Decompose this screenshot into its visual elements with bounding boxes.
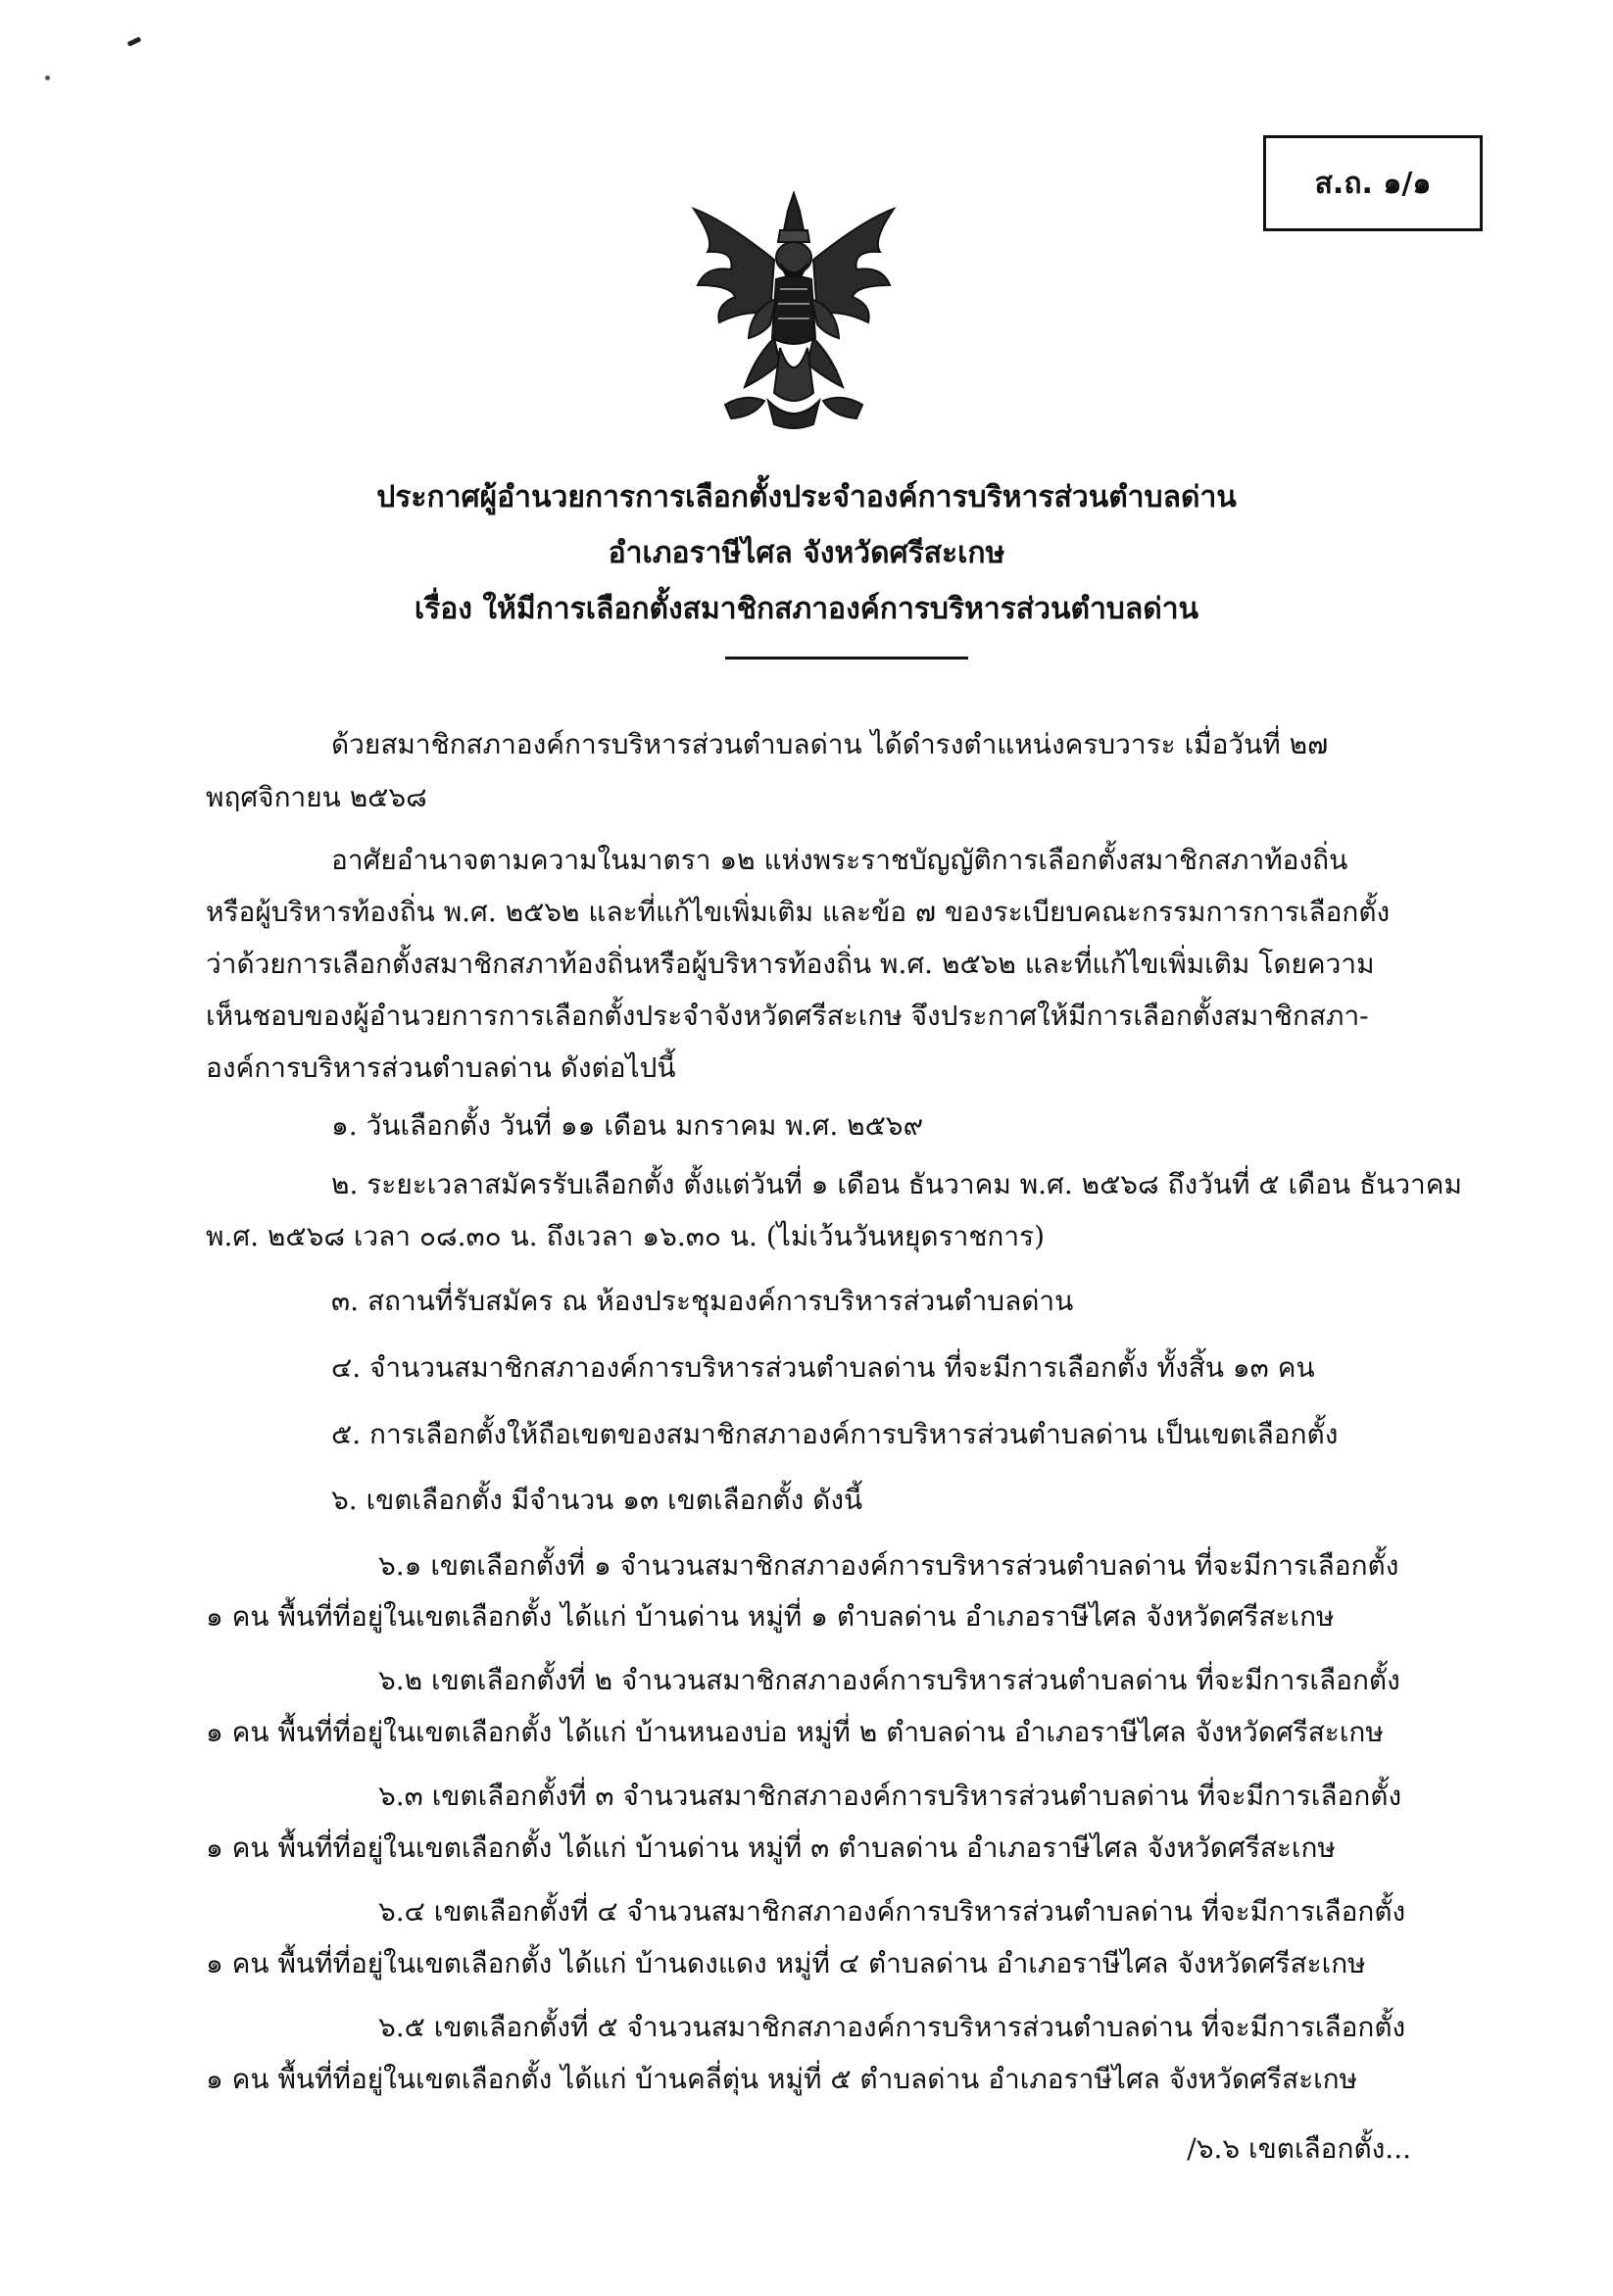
intro-line-2: พฤศจิกายน ๒๕๖๘ — [206, 781, 427, 813]
item-5: ๕. การเลือกตั้งให้ถือเขตของสมาชิกสภาองค์การบริหารส่วนตำบลด่าน เป็นเขตเลือกตั้ง — [331, 1418, 1339, 1450]
form-code-box — [1263, 135, 1483, 231]
continuation-note: /๖.๖ เขตเลือกตั้ง... — [1187, 2132, 1411, 2165]
form-code: ส.ถ. ๑/๑ — [1314, 166, 1432, 201]
district-5-line-2: ๑ คน พื้นที่ที่อยู่ในเขตเลือกตั้ง ได้แก่ บ้านคลี่ตุ่น หมู่ที่ ๕ ตำบลด่าน อำเภอราษีไศล จังหวัดศรีสะเกษ — [206, 2063, 1358, 2095]
title-line-3: เรื่อง ให้มีการเลือกตั้งสมาชิกสภาองค์การบริหารส่วนตำบลด่าน — [414, 592, 1199, 626]
title-line-1: ประกาศผู้อำนวยการการเลือกตั้งประจำองค์การบริหารส่วนตำบลด่าน — [376, 480, 1237, 514]
district-4-line-1: ๖.๔ เขตเลือกตั้งที่ ๔ จำนวนสมาชิกสภาองค์การบริหารส่วนตำบลด่าน ที่จะมีการเลือกตั้ง — [378, 1895, 1406, 1928]
district-4-line-2: ๑ คน พื้นที่ที่อยู่ในเขตเลือกตั้ง ได้แก่ บ้านดงแดง หมู่ที่ ๔ ตำบลด่าน อำเภอราษีไศล จังหวัดศรีสะเกษ — [206, 1947, 1366, 1979]
item-1: ๑. วันเลือกตั้ง วันที่ ๑๑ เดือน มกราคม พ.ศ. ๒๕๖๙ — [331, 1109, 924, 1142]
item-3: ๓. สถานที่รับสมัคร ณ ห้องประชุมองค์การบริหารส่วนตำบลด่าน — [331, 1285, 1074, 1317]
item-4: ๔. จำนวนสมาชิกสภาองค์การบริหารส่วนตำบลด่าน ที่จะมีการเลือกตั้ง ทั้งสิ้น ๑๓ คน — [331, 1351, 1315, 1384]
authority-line-4: เห็นชอบของผู้อำนวยการการเลือกตั้งประจำจังหวัดศรีสะเกษ จึงประกาศให้มีการเลือกตั้งสมาชิกสภา- — [206, 1000, 1369, 1032]
district-1-line-1: ๖.๑ เขตเลือกตั้งที่ ๑ จำนวนสมาชิกสภาองค์การบริหารส่วนตำบลด่าน ที่จะมีการเลือกตั้ง — [378, 1549, 1399, 1582]
authority-line-1: อาศัยอำนาจตามความในมาตรา ๑๒ แห่งพระราชบัญญัติการเลือกตั้งสมาชิกสภาท้องถิ่น — [331, 844, 1348, 876]
authority-line-2: หรือผู้บริหารท้องถิ่น พ.ศ. ๒๕๖๒ และที่แก้ไขเพิ่มเติม และข้อ ๗ ของระเบียบคณะกรรมการการเลือกตั้ง — [206, 896, 1391, 928]
title-line-2: อำเภอราษีไศล จังหวัดศรีสะเกษ — [608, 536, 1005, 570]
scan-speck — [127, 36, 142, 46]
title-divider — [725, 657, 968, 659]
item-6: ๖. เขตเลือกตั้ง มีจำนวน ๑๓ เขตเลือกตั้ง ดังนี้ — [331, 1484, 863, 1516]
district-3-line-1: ๖.๓ เขตเลือกตั้งที่ ๓ จำนวนสมาชิกสภาองค์การบริหารส่วนตำบลด่าน ที่จะมีการเลือกตั้ง — [378, 1780, 1402, 1812]
garuda-emblem-icon — [686, 191, 902, 431]
district-5-line-1: ๖.๕ เขตเลือกตั้งที่ ๕ จำนวนสมาชิกสภาองค์การบริหารส่วนตำบลด่าน ที่จะมีการเลือกตั้ง — [378, 2011, 1406, 2043]
item-2-line-1: ๒. ระยะเวลาสมัครรับเลือกตั้ง ตั้งแต่วันที่ ๑ เดือน ธันวาคม พ.ศ. ๒๕๖๘ ถึงวันที่ ๕ เดือน ธันวาคม — [331, 1168, 1462, 1200]
intro-line-1: ด้วยสมาชิกสภาองค์การบริหารส่วนตำบลด่าน ได้ดำรงตำแหน่งครบวาระ เมื่อวันที่ ๒๗ — [331, 728, 1329, 760]
district-1-line-2: ๑ คน พื้นที่ที่อยู่ในเขตเลือกตั้ง ได้แก่ บ้านด่าน หมู่ที่ ๑ ตำบลด่าน อำเภอราษีไศล จังหวัดศรีสะเกษ — [206, 1600, 1335, 1633]
district-2-line-2: ๑ คน พื้นที่ที่อยู่ในเขตเลือกตั้ง ได้แก่ บ้านหนองบ่อ หมู่ที่ ๒ ตำบลด่าน อำเภอราษีไศล จังหวัดศรีสะเกษ — [206, 1716, 1384, 1748]
authority-line-5: องค์การบริหารส่วนตำบลด่าน ดังต่อไปนี้ — [206, 1051, 676, 1084]
scan-speck — [45, 75, 50, 80]
authority-line-3: ว่าด้วยการเลือกตั้งสมาชิกสภาท้องถิ่นหรือผู้บริหารท้องถิ่น พ.ศ. ๒๕๖๒ และที่แก้ไขเพิ่มเติม โดยความ — [206, 948, 1375, 980]
item-2-line-2: พ.ศ. ๒๕๖๘ เวลา ๐๘.๓๐ น. ถึงเวลา ๑๖.๓๐ น. (ไม่เว้นวันหยุดราชการ) — [206, 1220, 1046, 1252]
district-3-line-2: ๑ คน พื้นที่ที่อยู่ในเขตเลือกตั้ง ได้แก่ บ้านด่าน หมู่ที่ ๓ ตำบลด่าน อำเภอราษีไศล จังหวัดศรีสะเกษ — [206, 1832, 1336, 1864]
district-2-line-1: ๖.๒ เขตเลือกตั้งที่ ๒ จำนวนสมาชิกสภาองค์การบริหารส่วนตำบลด่าน ที่จะมีการเลือกตั้ง — [378, 1664, 1400, 1696]
